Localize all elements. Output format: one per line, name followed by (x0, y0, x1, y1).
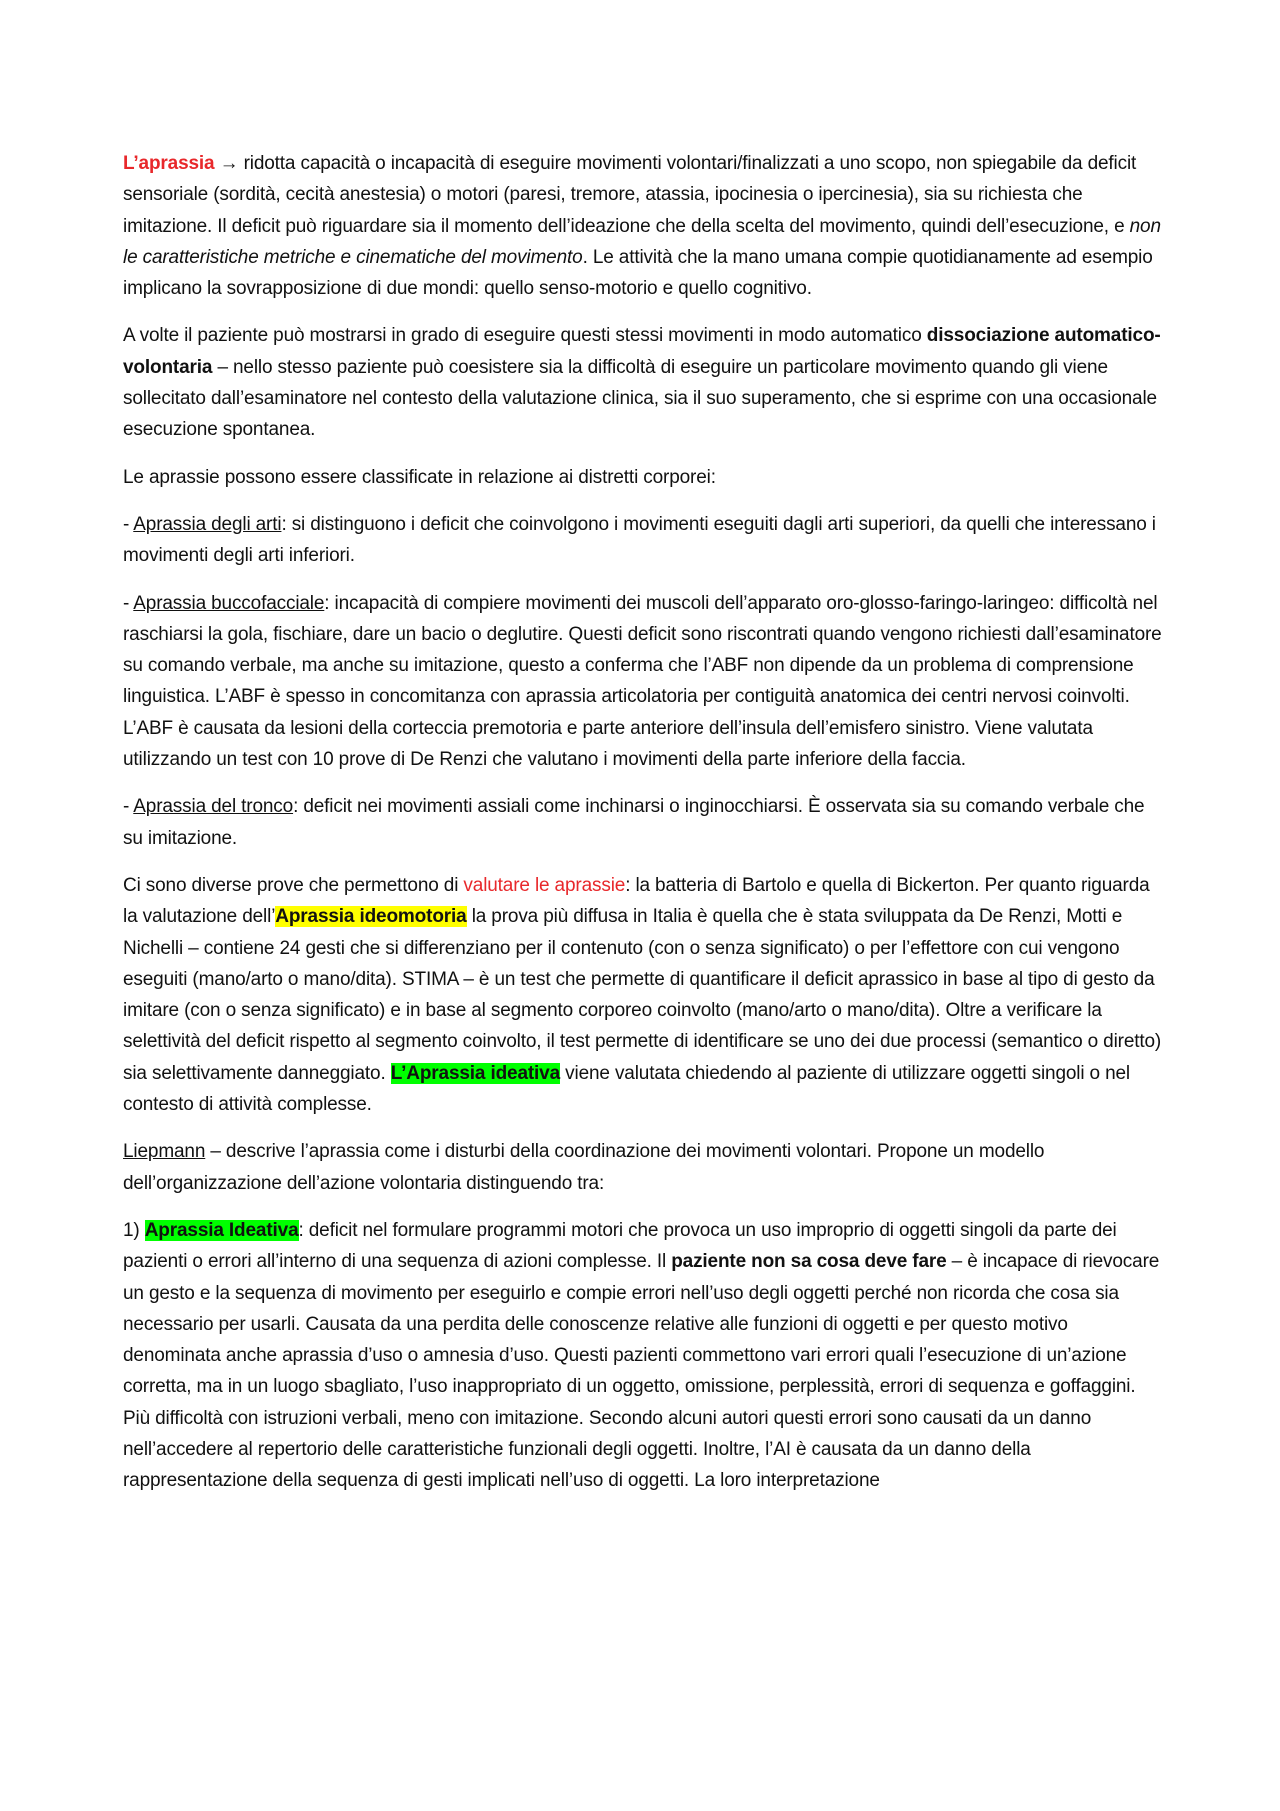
text: Ci sono diverse prove che permettono di (123, 874, 464, 896)
text: – descrive l’aprassia come i disturbi della coordinazione dei movimenti volontari. Propone un modello dell’organizzazione dell’azione volontaria distinguendo tra: (123, 1141, 1045, 1194)
text: A volte il paziente può mostrarsi in grado di eseguire questi stessi movimenti in modo automatico (123, 325, 927, 347)
highlight-ideativa: L’Aprassia ideativa (390, 1062, 561, 1084)
term-liepmann: Liepmann (123, 1141, 206, 1163)
text: : incapacità di compiere movimenti dei muscoli dell’apparato oro-glosso-faringo-laringeo: difficoltà nel raschiarsi la gola, fischiare, dare un bacio o deglutire. Questi deficit sono riscontrati quando vengono richiesti dall’esaminatore su comando verbale, ma anche su imitazione, questo a conferma che l’ABF non dipende da un problema di comprensione linguistica. L’ABF è spesso in concomitanza con aprassia articolatoria per contiguità anatomica dei centri nervosi coinvolti. L’ABF è causata da lesioni della corteccia premotoria e parte anteriore dell’insula dell’emisfero sinistro. Viene valutata utilizzando un test con 10 prove di De Renzi che valutano i movimenti della parte inferiore della faccia. (123, 592, 1162, 771)
list-item-aprassia-buccofacciale (123, 588, 1163, 776)
highlight-aprassia-ideativa: Aprassia Ideativa (144, 1219, 299, 1241)
text: viene valutata chiedendo al paziente di utilizzare oggetti singoli o nel contesto di attività complesse. (123, 1062, 1131, 1116)
text: : si distinguono i deficit che coinvolgono i movimenti eseguiti dagli arti superiori, da quelli che interessano i movimenti degli arti inferiori. (123, 513, 1156, 567)
text: la prova più diffusa in Italia è quella che è stata sviluppata da De Renzi, Motti e Nichelli – contiene 24 gesti che si differenziano per il contenuto (con o senza significato) o per l’effettore con cui vengono eseguiti (mano/arto o mano/dita). STIMA – è un test che permette di quantificare il deficit aprassico in base al tipo di gesto da imitare (con o senza significato) e in base al segmento corporeo coinvolto (mano/arto o mano/dita). Oltre a verificare la selettività del deficit rispetto al segmento coinvolto, il test permette di identificare se uno dei due processi (semantico o diretto) sia selettivamente danneggiato. (123, 906, 1162, 1084)
italic-text: non le caratteristiche metriche e cinematiche del movimento (123, 215, 1161, 268)
list-item-aprassia-tronco (123, 791, 1163, 854)
definition-text-end: . Le attività che la mano umana compie quotidianamente ad esempio implicano la sovrapposizione di due mondi: quello senso-motorio e quello cognitivo. (123, 246, 1153, 300)
text: Le aprassie possono essere classificate in relazione ai distretti corporei: (123, 466, 716, 488)
red-text-valutare: valutare le aprassie (463, 874, 626, 896)
arrow-icon: → (219, 153, 239, 174)
paragraph-classificazione (123, 462, 1163, 493)
dash: - (123, 592, 134, 614)
list-number: 1) (123, 1219, 145, 1241)
text: – nello stesso paziente può coesistere sia la difficoltà di eseguire un particolare movimento quando gli viene sollecitato dall’esaminatore nel contesto della valutazione clinica, sia il suo superamento, che si esprime con una occasionale esecuzione spontanea. (123, 356, 1157, 441)
term-aprassia: L’aprassia (123, 153, 215, 174)
text: : deficit nel formulare programmi motori che provoca un uso improprio di oggetti singoli da parte dei pazienti o errori all’interno di una sequenza di azioni complesse. Il (123, 1219, 1117, 1273)
term-aprassia-buccofacciale: Aprassia buccofacciale (133, 592, 325, 614)
term-aprassia-tronco: Aprassia del tronco (133, 796, 294, 818)
text: : deficit nei movimenti assiali come inchinarsi o inginocchiarsi. È osservata sia su comando verbale che su imitazione. (123, 796, 1145, 849)
term-aprassia-arti: Aprassia degli arti (133, 513, 282, 535)
bold-term-dissociazione: dissociazione automatico-volontaria (123, 325, 1161, 378)
list-item-aprassia-arti (123, 509, 1163, 572)
definition-text: ridotta capacità o incapacità di eseguire movimenti volontari/finalizzati a uno scopo, non spiegabile da deficit sensoriale (sordità, cecità anestesia) o motori (paresi, tremore, atassia, ipocinesia o ipercinesia), sia su richiesta che imitazione. Il deficit può riguardare sia il momento dell’ideazione che della scelta del movimento, quindi dell’esecuzione, e (123, 153, 1137, 237)
text: : la batteria di Bartolo e quella di Bickerton. Per quanto riguarda la valutazione dell’ (123, 874, 1150, 928)
bold-paziente-non-sa: paziente non sa cosa deve fare (671, 1251, 947, 1273)
paragraph-dissociazione (123, 320, 1163, 445)
paragraph-liepmann (123, 1136, 1163, 1199)
paragraph-aprassia-definition (123, 148, 1163, 304)
dash: - (123, 513, 134, 535)
dash: - (123, 796, 134, 818)
text: – è incapace di rievocare un gesto e la sequenza di movimento per eseguirlo e compie errori nell’uso degli oggetti perché non ricorda che cosa sia necessario per usarli. Causata da una perdita delle conoscenze relative alle funzioni di oggetti e per questo motivo denominata anche aprassia d’uso o amnesia d’uso. Questi pazienti commettono vari errori quali l’esecuzione di un’azione corretta, ma in un luogo sbagliato, l’uso inappropriato di un oggetto, omissione, perplessità, errori di sequenza e goffaggini. Più difficoltà con istruzioni verbali, meno con imitazione. Secondo alcuni autori questi errori sono causati da un danno nell’accedere al repertorio delle caratteristiche funzionali degli oggetti. Inoltre, l’AI è causata da un danno della rappresentazione della sequenza di gesti implicati nell’uso di oggetti. La loro interpretazione (123, 1251, 1160, 1492)
paragraph-valutazione (123, 870, 1163, 1120)
document-page (123, 148, 1163, 1513)
paragraph-aprassia-ideativa (123, 1215, 1163, 1497)
highlight-ideomotoria: Aprassia ideomotoria (275, 906, 467, 928)
